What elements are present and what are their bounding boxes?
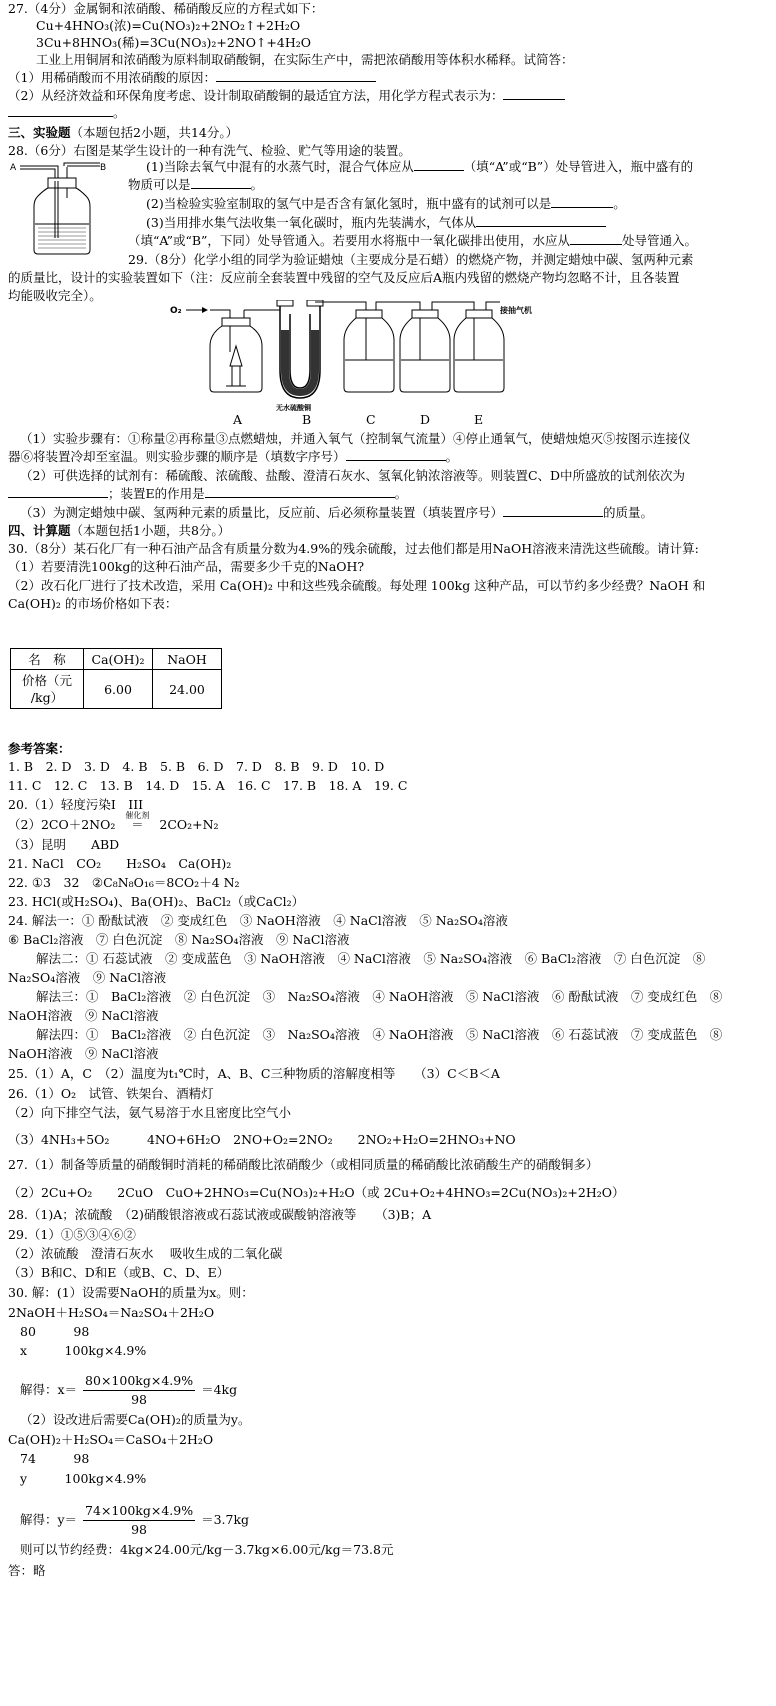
fraction: $\frac{80\times 100kg\times 4.9\%}{98}$ <box>85 1373 194 1407</box>
table-row <box>11 649 222 670</box>
table-header-cell: 名 称 <box>11 649 84 670</box>
answer-blank[interactable] <box>503 504 603 517</box>
u-tube-b <box>268 300 350 412</box>
bottle-d <box>400 302 460 392</box>
answer-24-5: 解法三：① BaCl₂溶液 ② 白色沉淀 ③ Na₂SO₄溶液 ④ NaOH溶液 ⑤ NaCl溶液 ⑥ 酚酞试液 ⑦ 变成红色 ⑧ <box>36 989 723 1004</box>
q27-eq2: 3Cu+8HNO₃(稀)=3Cu(NO₃)₂+2NO↑+4H₂O <box>36 35 312 50</box>
answer-blank[interactable] <box>216 69 376 82</box>
answer-blank[interactable] <box>476 214 606 227</box>
q27-intro: 27.（4分）金属铜和浓硝酸、稀硝酸反应的方程式如下： <box>8 1 324 16</box>
table-cell: 24.00 <box>153 670 222 709</box>
q27-context: 工业上用铜屑和浓硝酸为原料制取硝酸铜，在实际生产中，需把浓硝酸用等体积水稀释。试简答： <box>36 52 574 67</box>
answer-blank[interactable] <box>346 448 446 461</box>
answer-30-7: 74 98 <box>20 1451 90 1466</box>
table-row-label: 价格（元 /kg） <box>11 670 84 709</box>
answer-24-3: 解法二：① 石蕊试液 ② 变成蓝色 ③ NaOH溶液 ④ NaCl溶液 ⑤ Na₂SO₄溶液 ⑥ BaCl₂溶液 ⑦ 白色沉淀 ⑧ <box>36 951 706 966</box>
catalyst-label: 催化剂 <box>125 811 150 820</box>
answer-blank[interactable] <box>205 485 395 498</box>
table-cell: 6.00 <box>84 670 153 709</box>
q29-part3: （3）为测定蜡烛中碳、氢两种元素的质量比，反应前、后必须称量装置（填装置序号） 的质量。 <box>20 505 653 520</box>
q29-intro-3: 均能吸收完全）。 <box>8 288 102 303</box>
table-header-cell: Ca(OH)₂ <box>84 649 153 670</box>
answer-30-5: （2）设改进后需要Ca(OH)₂的质量为y。 <box>20 1412 251 1427</box>
answer-20-3: （3）昆明 ABD <box>8 837 120 852</box>
answer-27-1: 27.（1）制备等质量的硝酸铜时消耗的稀硝酸比浓硝酸少（或相同质量的稀硝酸比浓硝酸生产的硝酸铜多） <box>8 1157 599 1172</box>
section-3-heading: 三、实验题（本题包括2小题，共14分。） <box>8 125 239 140</box>
wash-bottle-diagram <box>8 158 118 258</box>
answer-line: 11. C 12. C 13. B 14. D 15. A 16. C 17. B 18. A 19. C <box>8 778 408 793</box>
answer-29-2: （2）浓硫酸 澄清石灰水 吸收生成的二氧化碳 <box>8 1246 283 1261</box>
answer-29-1: 29.（1）①⑤③④⑥② <box>8 1227 136 1242</box>
q30-intro: 30.（8分）某石化厂有一种石油产品含有质量分数为4.9%的残余硫酸，过去他们都是用NaOH溶液来清洗这些硫酸。请计算: <box>8 541 699 556</box>
q29-intro-2: 的质量比，设计的实验装置如下（注：反应前全套装置中残留的空气及反应后A瓶内残留的燃烧产物均忽略不计，且各装置 <box>8 270 680 285</box>
q27-eq1: Cu+4HNO₃(浓)=Cu(NO₃)₂+2NO₂↑+2H₂O <box>36 18 301 33</box>
q29-part2a: （2）可供选择的试剂有：稀硫酸、浓硫酸、盐酸、澄清石灰水、氢氧化钠浓溶液等。则装置C、D中所盛放的试剂依次为 <box>20 468 686 483</box>
answer-30-6: Ca(OH)₂＋H₂SO₄＝CaSO₄＋2H₂O <box>8 1432 214 1447</box>
answer-30-solve-y: 解得：y＝ $\frac{74\times 100kg\times 4.9\%}{98}$ ＝3.7kg <box>20 1503 250 1537</box>
answer-30-10: 答：略 <box>8 1563 46 1578</box>
answer-26-3: （3）4NH₃+5O₂ 4NO+6H₂O 2NO+O₂=2NO₂ 2NO₂+H₂O=2HNO₃+NO <box>8 1132 516 1147</box>
answer-24-8: NaOH溶液 ⑨ NaCl溶液 <box>8 1046 159 1061</box>
answer-24-1: 24. 解法一：① 酚酞试液 ② 变成红色 ③ NaOH溶液 ④ NaCl溶液 ⑤ Na₂SO₄溶液 <box>8 913 508 928</box>
q29-intro-1: 29.（8分）化学小组的同学为验证蜡烛（主要成分是石蜡）的燃烧产物，并测定蜡烛中碳、氢两种元素 <box>128 252 694 267</box>
answer-24-7: 解法四：① BaCl₂溶液 ② 白色沉淀 ③ Na₂SO₄溶液 ④ NaOH溶液 ⑤ NaCl溶液 ⑥ 石蕊试液 ⑦ 变成蓝色 ⑧ <box>36 1027 723 1042</box>
section-4-heading: 四、计算题（本题包括1小题，共8分。） <box>8 523 231 538</box>
answer-26-1: 26.（1）O₂ 试管、铁架台、酒精灯 <box>8 1086 214 1101</box>
q27-part2: （2）从经济效益和环保角度考虑、设计制取硝酸铜的最适宜方法，用化学方程式表示为： <box>8 87 565 105</box>
port-a-label: A <box>10 163 17 173</box>
bottle-a <box>210 310 268 392</box>
answer-30-3: 80 98 <box>20 1324 90 1339</box>
q30-part1: （1）若要清洗100kg的这种石油产品，需要多少千克的NaOH? <box>8 559 365 574</box>
answer-20-1: 20.（1）轻度污染Ⅰ III <box>8 797 144 812</box>
answer-blank[interactable] <box>8 104 113 117</box>
answer-blank[interactable] <box>551 195 613 208</box>
answer-line: 1. B 2. D 3. D 4. B 5. B 6. D 7. D 8. B 9. D 10. D <box>8 759 385 774</box>
price-table <box>10 648 222 709</box>
answer-30-2: 2NaOH＋H₂SO₄＝Na₂SO₄＋2H₂O <box>8 1305 215 1320</box>
answer-30-1: 30. 解：(1）设需要NaOH的质量为x。则： <box>8 1285 254 1300</box>
answer-30-8: y 100kg×4.9% <box>20 1471 147 1486</box>
answer-22: 22. ①3 32 ②C₈N₈O₁₆＝8CO₂＋4 N₂ <box>8 875 240 890</box>
apparatus-label-e: E <box>474 412 484 427</box>
answer-30-4: x 100kg×4.9% <box>20 1343 147 1358</box>
answer-28: 28.（1)A；浓硫酸 （2)硝酸银溶液或石蕊试液或碳酸钠溶液等 （3)B；A <box>8 1207 432 1222</box>
answer-21: 21. NaCl CO₂ H₂SO₄ Ca(OH)₂ <box>8 856 232 871</box>
answer-29-3: （3）B和C、D和E（或B、C、D、E） <box>8 1265 230 1280</box>
q28-sub2: (2)当检验实验室制取的氢气中是否含有氯化氢时，瓶中盛有的试剂可以是 。 <box>146 196 626 211</box>
answer-25: 25.（1）A，C （2）温度为t₁℃时，A、B、C三种物质的溶解度相等 （3）C＜B＜A <box>8 1066 500 1081</box>
answer-24-6: NaOH溶液 ⑨ NaCl溶液 <box>8 1008 159 1023</box>
q29-part2b: ；装置E的作用是 。 <box>8 485 407 503</box>
answer-27-2: （2）2Cu+O₂ 2CuO CuO+2HNO₃=Cu(NO₃)₂+H₂O（或 2Cu+O₂+4HNO₃=2Cu(NO₃)₂+2H₂O） <box>8 1185 625 1200</box>
port-b-label: B <box>100 163 107 173</box>
o2-label: O₂ <box>170 306 182 316</box>
q28-sub1-cont: 物质可以是 。 <box>128 177 264 192</box>
answer-blank[interactable] <box>414 158 464 171</box>
q29-part1b: 器⑥将装置冷却至室温。则实验步骤的顺序是（填数字序号） 。 <box>8 449 459 464</box>
answer-blank[interactable] <box>191 176 251 189</box>
table-row <box>11 670 222 709</box>
answer-24-2: ⑥ BaCl₂溶液 ⑦ 白色沉淀 ⑧ Na₂SO₄溶液 ⑨ NaCl溶液 <box>8 932 350 947</box>
answer-30-solve-x: 解得：x＝ $\frac{80\times 100kg\times 4.9\%}{98}$ ＝4kg <box>20 1373 238 1407</box>
q28-sub3-cont: （填“A”或“B”，下同）处导管通入。若要用水将瓶中一氧化碳排出使用，水应从 处导管通入。 <box>128 233 697 248</box>
q28-sub1: (1)当除去氧气中混有的水蒸气时，混合气体应从 （填“A”或“B”）处导管进入，瓶中盛有的 <box>146 159 694 174</box>
answers-title: 参考答案： <box>8 741 71 756</box>
answer-20-2: （2）2CO＋2NO₂ 催化剂 ＝ 2CO₂+N₂ <box>8 816 219 834</box>
apparatus-label-a: A <box>233 412 243 427</box>
q27-part2-cont: 。 <box>8 104 126 122</box>
answer-blank[interactable] <box>570 232 622 245</box>
apparatus-label-c: C <box>366 412 376 427</box>
answer-blank[interactable] <box>8 485 108 498</box>
answer-26-2: （2）向下排空气法，氨气易溶于水且密度比空气小 <box>8 1105 291 1120</box>
answer-23: 23. HCl(或H₂SO₄)、Ba(OH)₂、BaCl₂（或CaCl₂） <box>8 894 305 909</box>
q28-intro: 28.（6分）右图是某学生设计的一种有洗气、检验、贮气等用途的装置。 <box>8 143 411 158</box>
bottle-e <box>454 302 504 392</box>
apparatus-label-b: B <box>302 412 312 427</box>
answer-blank[interactable] <box>503 87 565 100</box>
q29-part1a: （1）实验步骤有：①称量②再称量③点燃蜡烛，并通入氧气（控制氧气流量）④停止通氧气，使蜡烛熄灭⑤按图示连接仪 <box>20 431 691 446</box>
q27-part1: （1）用稀硝酸而不用浓硝酸的原因： <box>8 69 376 87</box>
u-tube-label: 无水硫酸铜 <box>276 404 311 412</box>
fraction: $\frac{74\times 100kg\times 4.9\%}{98}$ <box>85 1503 194 1537</box>
bottle-c <box>344 302 406 392</box>
apparatus-label-d: D <box>420 412 431 427</box>
pump-label: 接抽气机 <box>500 306 532 315</box>
answer-24-4: Na₂SO₄溶液 ⑨ NaCl溶液 <box>8 970 167 985</box>
apparatus-diagram <box>170 300 550 412</box>
q30-part2a: （2）改石化厂进行了技术改造，采用 Ca(OH)₂ 中和这些残余硫酸。每处理 100kg 这种产品，可以节约多少经费？NaOH 和 <box>8 578 706 593</box>
q28-sub3: (3)当用排水集气法收集一氧化碳时，瓶内先装满水，气体从 <box>146 214 606 232</box>
q30-part2b: Ca(OH)₂ 的市场价格如下表： <box>8 596 178 611</box>
table-header-cell: NaOH <box>153 649 222 670</box>
answer-30-9: 则可以节约经费：4kg×24.00元/kg－3.7kg×6.00元/kg＝73.8元 <box>20 1542 394 1557</box>
